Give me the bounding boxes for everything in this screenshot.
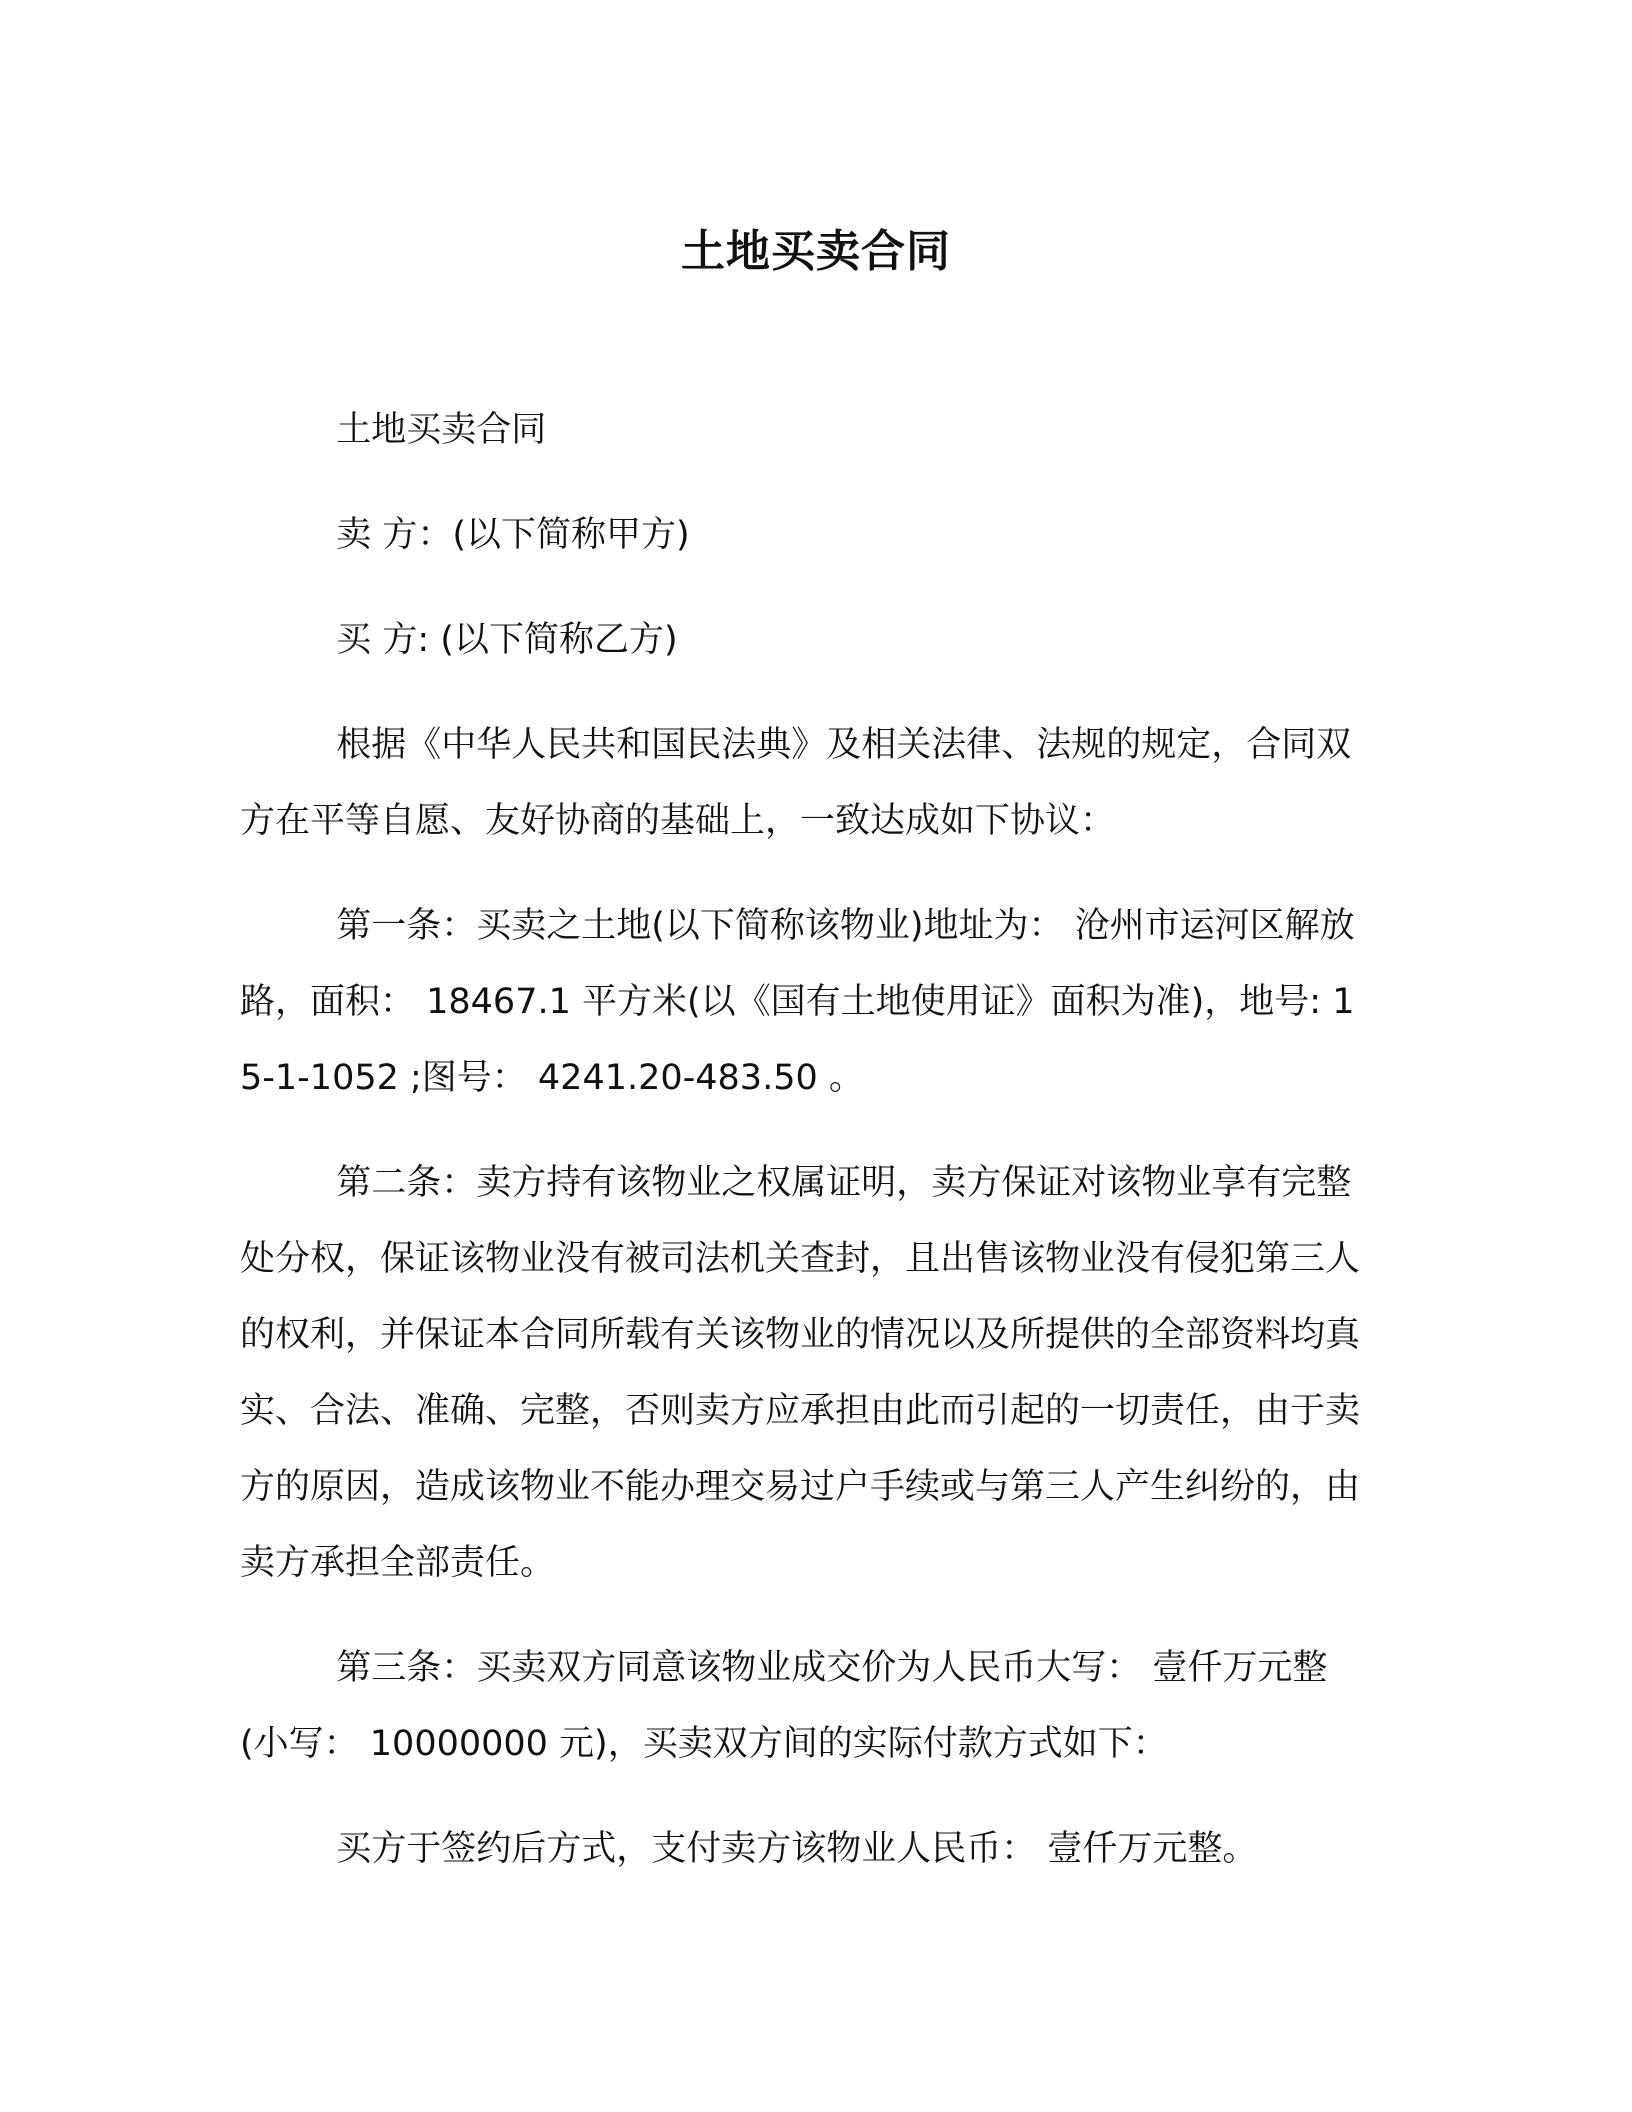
paragraph-heading: 土地买卖合同: [336, 410, 547, 450]
paragraph-payment: 买方于签约后方式，支付卖方该物业人民币： 壹仟万元整。: [336, 1829, 1258, 1869]
paragraph-article-2: 第二条：卖方持有该物业之权属证明，卖方保证对该物业享有完整处分权，保证该物业没有被司法机关查封，且出售该物业没有侵犯第三人的权利，并保证本合同所载有关该物业的情况以及所提供的全部资料均真实、合法、准确、完整，否则卖方应承担由此而引起的一切责任，由于卖方的原因，造成该物业不能办理交易过户手续或与第三人产生纠纷的，由卖方承担全部责任。: [240, 1163, 1361, 1583]
document-title: 土地买卖合同: [681, 226, 951, 277]
paragraph-article-3: 第三条：买卖双方同意该物业成交价为人民币大写： 壹仟万元整(小写： 10000000 元)，买卖双方间的实际付款方式如下：: [240, 1648, 1328, 1764]
paragraph-preamble: 根据《中华人民共和国民法典》及相关法律、法规的规定，合同双方在平等自愿、友好协商的基础上，一致达成如下协议：: [240, 725, 1352, 841]
paragraph-seller: 卖 方：(以下简称甲方): [336, 515, 690, 555]
document-body: [240, 392, 1374, 1887]
paragraph-buyer: 买 方: (以下简称乙方): [336, 620, 678, 660]
paragraph-article-1: 第一条：买卖之土地(以下简称该物业)地址为： 沧州市运河区解放路，面积： 18467.1 平方米(以《国有土地使用证》面积为准)，地号: 15-1-1052 ;图号： 4241.20-483.50 。: [240, 906, 1355, 1098]
